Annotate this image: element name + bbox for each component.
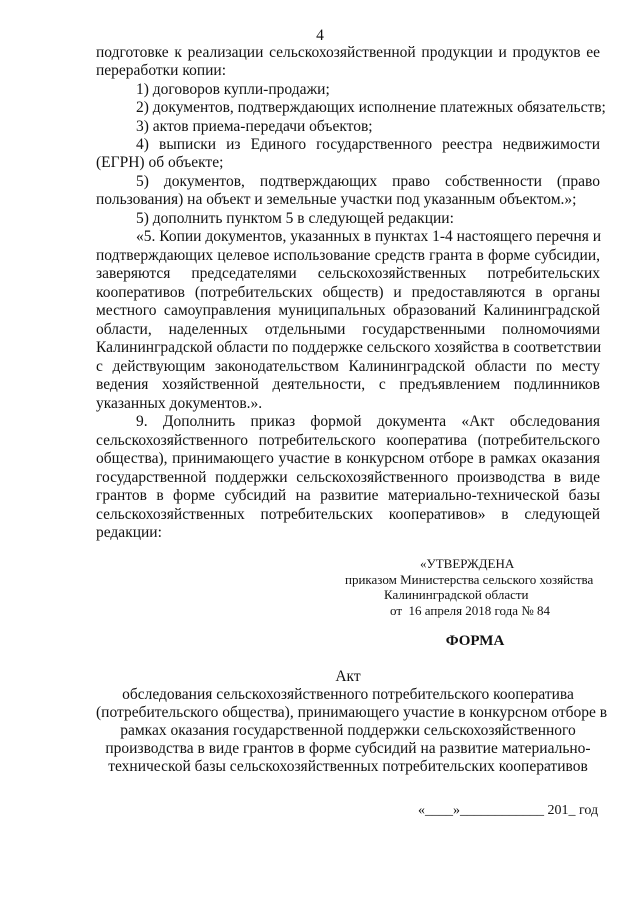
body-line-8: 5) документов, подтверждающих право собственности (право: [136, 173, 600, 190]
act-line-4: производства в виде грантов в форме субсидий на развитие материально-: [105, 740, 591, 757]
body-line-13: заверяются председателями сельскохозяйственных потребительских: [96, 265, 600, 282]
body-line-9: пользования) на объект и земельные участки под указанным объектом.»;: [96, 191, 577, 208]
body-line-3: 1) договоров купли-продажи;: [136, 81, 330, 98]
body-line-24: государственной поддержки сельскохозяйственного производства в виде: [96, 469, 600, 486]
body-line-23: общества), принимающего участие в конкурсном отборе в рамках оказания: [96, 450, 600, 467]
page-number: 4: [316, 27, 324, 44]
body-line-22: сельскохозяйственного потребительского кооператива (потребительского: [96, 432, 600, 449]
approval-line-2: приказом Министерства сельского хозяйства: [345, 572, 594, 587]
approval-line-4: от 16 апреля 2018 года № 84: [390, 603, 550, 618]
body-line-26: сельскохозяйственных потребительских кооперативов» в следующей: [96, 506, 600, 523]
body-line-20: указанных документов.».: [96, 395, 263, 412]
body-line-21: 9. Дополнить приказ формой документа «Акт обследования: [136, 413, 600, 430]
body-line-10: 5) дополнить пунктом 5 в следующей редакции:: [136, 210, 454, 227]
body-line-12: подтверждающих целевое использование средств гранта в форме субсидии,: [96, 247, 600, 264]
act-line-1: обследования сельскохозяйственного потребительского кооператива: [122, 686, 574, 703]
body-line-5: 3) актов приема-передачи объектов;: [136, 118, 373, 135]
approval-line-3: Калининградской области: [384, 587, 529, 602]
body-line-4: 2) документов, подтверждающих исполнение платежных обязательств;: [136, 99, 606, 116]
body-line-11: «5. Копии документов, указанных в пунктах 1-4 настоящего перечня и: [136, 228, 602, 245]
date-line: «____»____________ 201_ год: [418, 803, 599, 818]
body-line-17: Калининградской области по поддержке сельского хозяйства в соответствии: [96, 339, 602, 356]
approval-line-1: «УТВЕРЖДЕНА: [420, 556, 515, 571]
body-line-1: подготовке к реализации сельскохозяйственной продукции и продуктов ее: [96, 44, 600, 61]
body-line-25: грантов в форме субсидий на развитие материально-технической базы: [96, 487, 600, 504]
act-title: Акт: [335, 668, 361, 685]
act-line-3: рамках оказания государственной поддержки сельскохозяйственного: [120, 722, 576, 739]
body-line-15: местного самоуправления муниципальных образований Калининградской: [96, 302, 600, 319]
act-line-2: (потребительского общества), принимающего участие в конкурсном отборе в: [96, 704, 608, 721]
act-line-5: технической базы сельскохозяйственных потребительских кооперативов: [108, 758, 588, 775]
body-line-7: (ЕГРН) об объекте;: [96, 154, 224, 171]
body-line-2: переработки копии:: [96, 62, 227, 79]
body-line-27: редакции:: [96, 524, 162, 541]
body-line-14: кооперативов (потребительских обществ) и предоставляются в органы: [96, 284, 600, 301]
body-line-19: ведения хозяйственной деятельности, с предъявлением подлинников: [96, 376, 600, 393]
form-label: ФОРМА: [445, 633, 505, 649]
body-line-16: области, наделенных отдельными государственными полномочиями: [96, 321, 600, 338]
body-line-6: 4) выписки из Единого государственного реестра недвижимости: [136, 136, 600, 153]
body-line-18: с действующим законодательством Калининградской области по месту: [96, 358, 600, 375]
